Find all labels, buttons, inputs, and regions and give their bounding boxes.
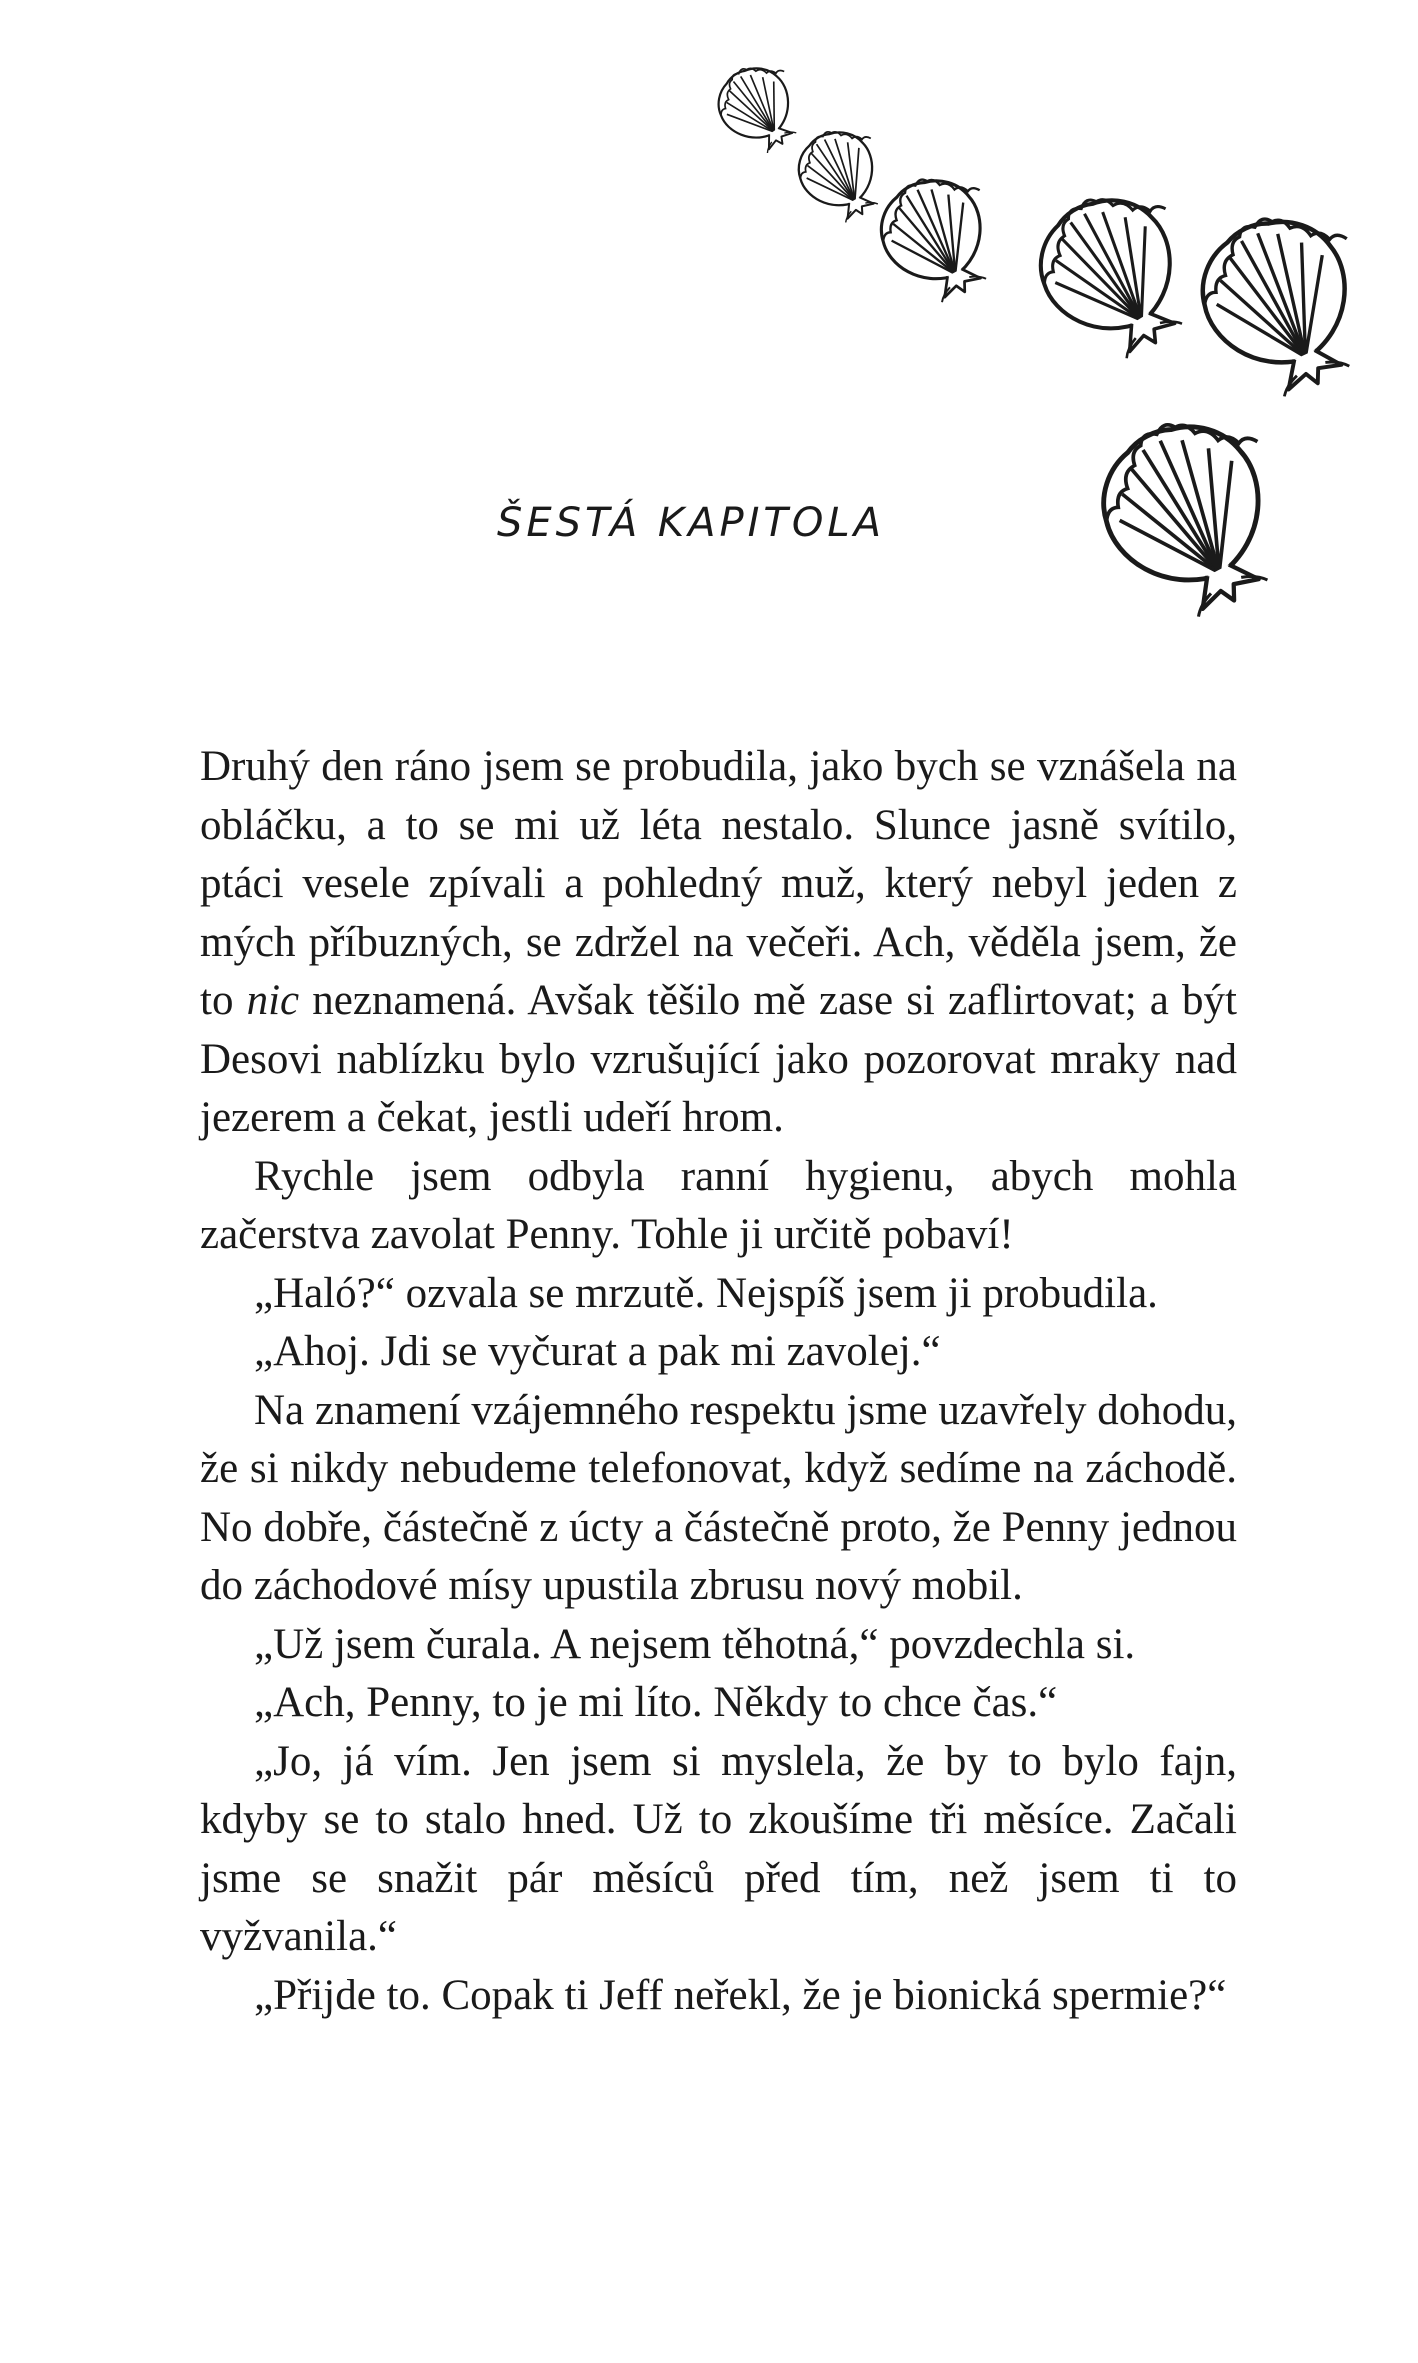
chapter-title bbox=[0, 500, 1418, 546]
paragraph: „Jo, já vím. Jen jsem si myslela, že by to bylo fajn, kdyby se to stalo hned. Už to zkoušíme tři měsíce. Začali jsme se snažit pár měsíců před tím, než jsem ti to vyžvanila.“ bbox=[200, 1737, 1237, 1960]
body-text bbox=[200, 738, 1237, 2025]
paragraph: „Už jsem čurala. A nejsem těhotná,“ povzdechla si. bbox=[254, 1620, 1136, 1668]
shell-icon bbox=[705, 50, 817, 164]
shell-icon bbox=[1181, 190, 1397, 413]
paragraph: „Haló?“ ozvala se mrzutě. Nejspíš jsem ji probudila. bbox=[254, 1269, 1158, 1317]
paragraph: „Ach, Penny, to je mi líto. Někdy to chce čas.“ bbox=[254, 1679, 1058, 1726]
paragraph: Na znamení vzájemného respektu jsme uzavřely dohodu, že si nikdy nebudeme telefonovat, když sedíme na záchodě. No dobře, částečně z úcty a částečně proto, že Penny jednou do záchodové mísy upustila zbrusu nový mobil. bbox=[200, 1386, 1237, 1609]
paragraph: Rychle jsem odbyla ranní hygienu, abych mohla začerstva zavolat Penny. Tohle ji určitě pobaví! bbox=[200, 1152, 1237, 1258]
chapter-title-text: ŠESTÁ KAPITOLA bbox=[497, 500, 885, 546]
paragraph: „Přijde to. Copak ti Jeff neřekl, že je bionická spermie?“ bbox=[254, 1971, 1227, 2019]
shell-icon bbox=[865, 158, 1019, 316]
shell-icon bbox=[1017, 168, 1222, 377]
paragraph: Druhý den ráno jsem se probudila, jako bych se vznášela na obláčku, a to se mi už léta nestalo. Slunce jasně svítilo, ptáci vesele zpívali a pohledný muž, který nebyl jeden z mých příbuzných, se zdržel na večeři. Ach, věděla jsem, že to nic neznamená. Avšak těšilo mě zase si zaflirtovat; a být Desovi nablízku bylo vzrušující jako pozorovat mraky nad jezerem a čekat, jestli udeří hrom. bbox=[200, 743, 1237, 1141]
paragraph: „Ahoj. Jdi se vyčurat a pak mi zavolej.“ bbox=[254, 1328, 941, 1375]
emphasized-word: nic bbox=[246, 977, 300, 1024]
